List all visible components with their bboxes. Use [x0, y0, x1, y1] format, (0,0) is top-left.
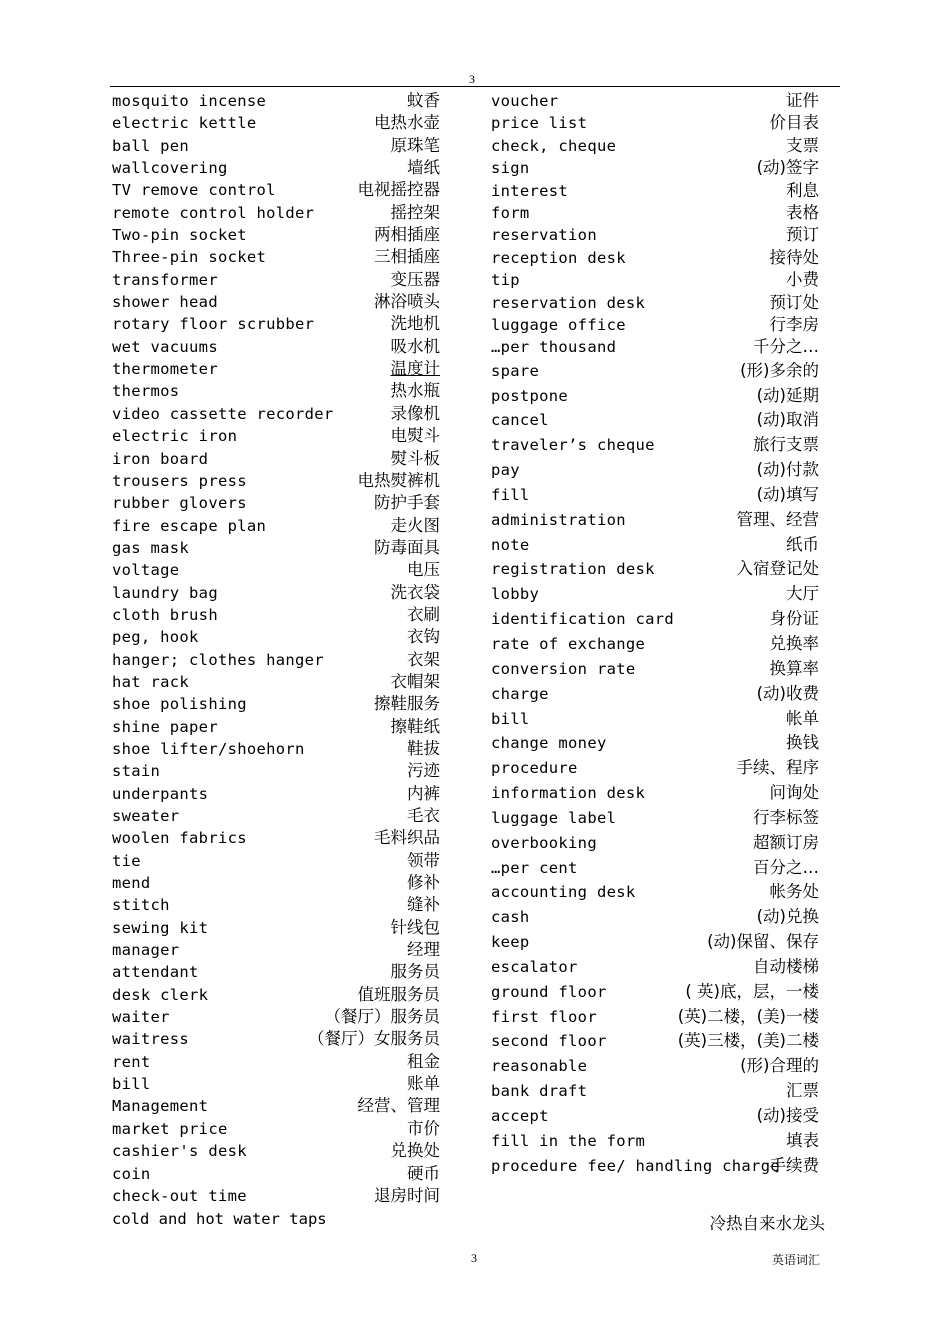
english-term: accounting desk	[491, 883, 636, 902]
chinese-term: 摇控架	[390, 202, 440, 222]
chinese-term: 大厅	[786, 584, 819, 604]
vocab-row	[491, 408, 819, 433]
english-term: reservation desk	[491, 293, 646, 312]
english-term: laundry bag	[112, 583, 218, 602]
chinese-term: 千分之…	[753, 337, 819, 357]
vocab-row	[491, 657, 819, 682]
chinese-term: 电热水壶	[374, 113, 440, 133]
chinese-term: 电视摇控器	[357, 180, 440, 200]
vocab-row	[112, 492, 440, 514]
vocab-row	[112, 291, 440, 313]
vocab-row	[491, 1129, 819, 1154]
vocab-row	[112, 403, 440, 425]
vocab-row	[112, 90, 440, 112]
vocab-row	[112, 537, 440, 559]
english-term: ground floor	[491, 982, 607, 1001]
english-term: cash	[491, 908, 530, 927]
chinese-term: 经营、管理	[357, 1096, 440, 1116]
english-term: bill	[112, 1075, 151, 1094]
english-term: identification card	[491, 610, 675, 629]
english-term: rubber glovers	[112, 494, 247, 513]
vocab-row	[491, 508, 819, 533]
chinese-term: 擦鞋服务	[374, 694, 440, 714]
chinese-term: 洗地机	[390, 314, 440, 334]
chinese-term: 兑换处	[390, 1141, 440, 1161]
english-term: …per cent	[491, 858, 578, 877]
chinese-term: 接待处	[769, 247, 819, 267]
vocab-row	[112, 827, 440, 849]
chinese-term: 兑换率	[769, 633, 819, 653]
english-term: pay	[491, 461, 520, 480]
right-vocab-column	[491, 90, 819, 1179]
vocab-row	[491, 955, 819, 980]
english-term: electric iron	[112, 427, 238, 446]
chinese-term: 百分之…	[753, 857, 819, 877]
chinese-term: (动)填写	[756, 484, 819, 504]
vocab-row	[491, 632, 819, 657]
chinese-term: 走火图	[390, 515, 440, 535]
english-term: Management	[112, 1097, 209, 1116]
vocab-row	[491, 1005, 819, 1030]
header-page-number: 3	[469, 72, 475, 86]
chinese-term: 污迹	[407, 761, 440, 781]
english-term: reasonable	[491, 1057, 588, 1076]
english-term: conversion rate	[491, 659, 636, 678]
chinese-term: 旅行支票	[753, 435, 819, 455]
vocab-row	[491, 336, 819, 358]
vocab-row	[491, 112, 819, 134]
vocab-row	[491, 731, 819, 756]
vocab-row	[112, 1185, 440, 1207]
vocab-row	[491, 856, 819, 881]
chinese-term: 温度计	[390, 359, 440, 379]
english-term: note	[491, 535, 530, 554]
vocab-row	[112, 380, 440, 402]
chinese-term: (动)兑换	[756, 907, 819, 927]
vocab-row	[491, 707, 819, 732]
english-term: registration desk	[491, 560, 655, 579]
vocab-row	[112, 582, 440, 604]
chinese-term: 行李标签	[753, 807, 819, 827]
vocab-row	[491, 224, 819, 246]
vocab-row	[112, 671, 440, 693]
vocab-row	[491, 202, 819, 224]
chinese-term: (英)二楼，(美)一楼	[677, 1006, 819, 1026]
english-term: information desk	[491, 784, 646, 803]
english-term: luggage label	[491, 808, 617, 827]
english-term: peg, hook	[112, 628, 199, 647]
english-term: bill	[491, 709, 530, 728]
chinese-term: 问询处	[769, 783, 819, 803]
english-term: escalator	[491, 957, 578, 976]
english-term: keep	[491, 933, 530, 952]
chinese-term: 熨斗板	[390, 448, 440, 468]
english-term: second floor	[491, 1032, 607, 1051]
english-term: electric kettle	[112, 114, 257, 133]
vocab-row	[112, 738, 440, 760]
vocab-row	[491, 557, 819, 582]
chinese-term: 毛料织品	[374, 828, 440, 848]
english-term: mend	[112, 874, 151, 893]
vocab-row	[491, 135, 819, 157]
english-term: overbooking	[491, 833, 597, 852]
english-term: stitch	[112, 896, 170, 915]
chinese-term: （餐厅）女服务员	[308, 1029, 440, 1049]
chinese-term: 防护手套	[374, 493, 440, 513]
english-term: wallcovering	[112, 159, 228, 178]
english-term: thermometer	[112, 360, 218, 379]
vocab-row	[491, 806, 819, 831]
english-term: luggage office	[491, 315, 626, 334]
english-term: gas mask	[112, 538, 190, 557]
english-term: administration	[491, 510, 626, 529]
chinese-term: 手续费	[769, 1155, 819, 1175]
english-term: TV remove control	[112, 181, 276, 200]
vocab-row	[112, 202, 440, 224]
chinese-term: 电压	[407, 560, 440, 580]
vocab-row	[112, 112, 440, 134]
english-term: thermos	[112, 382, 180, 401]
vocab-row	[491, 905, 819, 930]
chinese-term: 电热熨裤机	[357, 470, 440, 490]
english-term: cashier's desk	[112, 1142, 247, 1161]
english-term: waitress	[112, 1030, 190, 1049]
english-term: desk clerk	[112, 985, 209, 1004]
chinese-term: 内裤	[407, 783, 440, 803]
chinese-term: 表格	[786, 202, 819, 222]
chinese-term: 退房时间	[374, 1185, 440, 1205]
chinese-term: 蚊香	[407, 91, 440, 110]
english-term: reception desk	[491, 248, 626, 267]
vocab-row	[491, 930, 819, 955]
vocab-row	[491, 1029, 819, 1054]
vocab-row	[112, 872, 440, 894]
english-term: voltage	[112, 561, 180, 580]
vocab-row	[112, 1118, 440, 1140]
english-term: remote control holder	[112, 203, 315, 222]
english-term: shine paper	[112, 717, 218, 736]
vocab-row	[112, 1006, 440, 1028]
chinese-term: (动)接受	[756, 1106, 819, 1125]
english-term: fill in the form	[491, 1131, 646, 1150]
english-term: cancel	[491, 411, 549, 430]
vocab-row	[491, 483, 819, 508]
english-term: postpone	[491, 386, 569, 405]
vocab-row	[112, 269, 440, 291]
vocab-row	[112, 336, 440, 358]
vocab-row	[491, 269, 819, 291]
english-term: shower head	[112, 293, 218, 312]
vocab-row	[112, 470, 440, 492]
chinese-term: 预订处	[769, 292, 819, 312]
english-term: waiter	[112, 1008, 170, 1027]
chinese-term: 衣刷	[407, 604, 440, 624]
vocab-row	[112, 515, 440, 537]
vocab-row	[112, 313, 440, 335]
chinese-term: 市价	[407, 1118, 440, 1138]
english-term: transformer	[112, 270, 218, 289]
chinese-term: (形)合理的	[740, 1056, 819, 1076]
english-term: tie	[112, 851, 141, 870]
chinese-term: 防毒面具	[374, 537, 440, 557]
english-term: traveler’s cheque	[491, 436, 655, 455]
vocab-row	[112, 157, 440, 179]
chinese-term: ( 英)底，层，一楼	[685, 981, 819, 1001]
vocab-row	[112, 850, 440, 872]
chinese-term: 预订	[786, 225, 819, 245]
english-term: cloth brush	[112, 605, 218, 624]
chinese-term: 身份证	[769, 609, 819, 629]
chinese-term: 录像机	[390, 403, 440, 423]
vocab-row	[112, 917, 440, 939]
chinese-term: (动)付款	[756, 460, 819, 480]
vocab-row	[112, 224, 440, 246]
chinese-term: 吸水机	[390, 336, 440, 356]
english-term: check, cheque	[491, 136, 617, 155]
vocab-row	[112, 894, 440, 916]
chinese-term: (动)保留、保存	[707, 932, 819, 952]
english-term: sign	[491, 159, 530, 178]
english-term: …per thousand	[491, 338, 617, 357]
vocab-row	[112, 604, 440, 626]
english-term: sewing kit	[112, 918, 209, 937]
chinese-term: 鞋拔	[407, 738, 440, 758]
chinese-term: 墙纸	[407, 158, 440, 178]
english-term: rotary floor scrubber	[112, 315, 315, 334]
chinese-term: 行李房	[769, 314, 819, 334]
english-term: charge	[491, 684, 549, 703]
english-term: form	[491, 203, 530, 222]
english-term: change money	[491, 734, 607, 753]
english-term: lobby	[491, 585, 540, 604]
chinese-term: 价目表	[769, 113, 819, 133]
chinese-term: (动)签字	[756, 158, 819, 178]
english-term: rent	[112, 1052, 151, 1071]
chinese-term: (形)多余的	[740, 360, 819, 380]
chinese-term: 领带	[407, 850, 440, 870]
english-term: bank draft	[491, 1082, 588, 1101]
chinese-term: 小费	[786, 270, 819, 290]
chinese-term: 服务员	[390, 962, 440, 982]
vocab-row	[491, 682, 819, 707]
vocab-row	[491, 157, 819, 179]
vocab-row	[112, 1140, 440, 1162]
vocab-row	[491, 980, 819, 1005]
chinese-term: 三相插座	[374, 247, 440, 267]
footer-title: 英语词汇	[772, 1253, 821, 1267]
chinese-term: (动)延期	[756, 385, 819, 405]
vocab-row	[112, 135, 440, 157]
vocab-row	[491, 458, 819, 483]
vocab-row	[112, 246, 440, 268]
english-term: trousers press	[112, 471, 247, 490]
header-rule	[110, 86, 840, 87]
chinese-term: 换钱	[786, 733, 819, 753]
english-term: market price	[112, 1119, 228, 1138]
chinese-term: 帐务处	[769, 882, 819, 902]
chinese-term: 账单	[407, 1074, 440, 1094]
english-term: rate of exchange	[491, 634, 646, 653]
english-term: attendant	[112, 963, 199, 982]
english-term: shoe lifter/shoehorn	[112, 739, 305, 758]
vocab-row	[491, 247, 819, 269]
chinese-term: (动)收费	[756, 683, 819, 703]
english-term: underpants	[112, 784, 209, 803]
vocab-row	[491, 292, 819, 314]
vocab-row	[112, 179, 440, 201]
english-term: spare	[491, 361, 540, 380]
english-term: hat rack	[112, 672, 190, 691]
chinese-term: 热水瓶	[390, 381, 440, 401]
vocab-row	[491, 781, 819, 806]
left-extra-english: cold and hot water taps	[112, 1210, 327, 1228]
chinese-term: 缝补	[407, 895, 440, 915]
chinese-term: 汇票	[786, 1081, 819, 1101]
chinese-term: 入宿登记处	[736, 559, 819, 579]
vocab-row	[491, 756, 819, 781]
chinese-term: 修补	[407, 873, 440, 893]
chinese-term: (英)三楼，(美)二楼	[677, 1031, 819, 1051]
vocab-row	[112, 425, 440, 447]
vocab-row	[491, 1054, 819, 1079]
chinese-term: （餐厅）服务员	[324, 1007, 440, 1027]
english-term: first floor	[491, 1007, 597, 1026]
chinese-term: 衣帽架	[390, 671, 440, 691]
vocab-row	[112, 1051, 440, 1073]
vocab-row	[112, 716, 440, 738]
vocab-row	[491, 582, 819, 607]
chinese-term: 衣钩	[407, 627, 440, 647]
chinese-term: 管理、经营	[736, 509, 819, 529]
vocab-row	[112, 1163, 440, 1185]
vocab-row	[112, 939, 440, 961]
chinese-term: 电熨斗	[390, 426, 440, 446]
english-term: fill	[491, 485, 530, 504]
chinese-term: 衣架	[407, 649, 440, 669]
english-term: tip	[491, 271, 520, 290]
chinese-term: 值班服务员	[357, 984, 440, 1004]
english-term: coin	[112, 1164, 151, 1183]
english-term: voucher	[491, 92, 559, 110]
english-term: price list	[491, 114, 588, 133]
chinese-term: 擦鞋纸	[390, 716, 440, 736]
vocab-row	[112, 760, 440, 782]
footer-page-number: 3	[471, 1251, 477, 1265]
vocab-row	[112, 1095, 440, 1117]
english-term: hanger; clothes hanger	[112, 650, 324, 669]
vocab-row	[112, 626, 440, 648]
vocab-row	[491, 90, 819, 112]
english-term: ball pen	[112, 136, 190, 155]
english-term: fire escape plan	[112, 516, 267, 535]
chinese-term: 原珠笔	[390, 135, 440, 155]
chinese-term: 填表	[786, 1130, 819, 1150]
vocab-row	[491, 1154, 819, 1179]
chinese-term: 纸币	[786, 534, 819, 554]
vocab-row	[112, 559, 440, 581]
english-term: check-out time	[112, 1186, 247, 1205]
chinese-term: 经理	[407, 940, 440, 960]
vocab-row	[491, 1079, 819, 1104]
english-term: iron board	[112, 449, 209, 468]
chinese-term: 利息	[786, 180, 819, 200]
chinese-term: 洗衣袋	[390, 582, 440, 602]
chinese-term: 硬币	[407, 1163, 440, 1183]
vocab-row	[491, 433, 819, 458]
english-term: stain	[112, 762, 161, 781]
english-term: accept	[491, 1107, 549, 1125]
chinese-term: 手续、程序	[736, 758, 819, 778]
vocab-row	[112, 805, 440, 827]
chinese-term: 帐单	[786, 708, 819, 728]
vocab-row	[491, 880, 819, 905]
vocab-row	[491, 533, 819, 558]
chinese-term: (动)取消	[756, 410, 819, 430]
vocab-row	[112, 448, 440, 470]
chinese-term: 淋浴喷头	[374, 292, 440, 312]
english-term: video cassette recorder	[112, 404, 334, 423]
chinese-term: 超额订房	[753, 832, 819, 852]
english-term: interest	[491, 181, 569, 200]
vocab-row	[112, 693, 440, 715]
english-term: woolen fabrics	[112, 829, 247, 848]
english-term: sweater	[112, 807, 180, 825]
vocab-row	[491, 607, 819, 632]
vocab-row	[491, 1104, 819, 1129]
chinese-term: 租金	[407, 1051, 440, 1071]
vocab-row	[491, 359, 819, 384]
english-term: procedure	[491, 759, 578, 778]
chinese-term: 针线包	[390, 917, 440, 937]
vocab-row	[112, 984, 440, 1006]
chinese-term: 自动楼梯	[753, 956, 819, 976]
vocab-row	[112, 1073, 440, 1095]
vocab-row	[491, 384, 819, 409]
vocab-row	[112, 649, 440, 671]
chinese-term: 换算率	[769, 658, 819, 678]
english-term: Three-pin socket	[112, 248, 267, 267]
chinese-term: 证件	[786, 91, 819, 110]
chinese-term: 毛衣	[407, 806, 440, 825]
vocab-row	[491, 831, 819, 856]
vocab-row	[112, 1028, 440, 1050]
chinese-term: 两相插座	[374, 225, 440, 245]
chinese-term: 变压器	[390, 269, 440, 289]
english-term: manager	[112, 941, 180, 960]
english-term: procedure fee/ handling charge	[491, 1156, 780, 1175]
left-vocab-column	[112, 90, 440, 1207]
vocab-row	[491, 314, 819, 336]
chinese-term: 支票	[786, 135, 819, 155]
vocab-row	[112, 358, 440, 380]
english-term: mosquito incense	[112, 92, 267, 110]
english-term: wet vacuums	[112, 337, 218, 356]
vocab-row	[112, 961, 440, 983]
english-term: reservation	[491, 226, 597, 245]
english-term: shoe polishing	[112, 695, 247, 714]
english-term: Two-pin socket	[112, 226, 247, 245]
vocab-row	[112, 783, 440, 805]
left-extra-chinese: 冷热自来水龙头	[709, 1214, 825, 1233]
vocab-row	[491, 180, 819, 202]
